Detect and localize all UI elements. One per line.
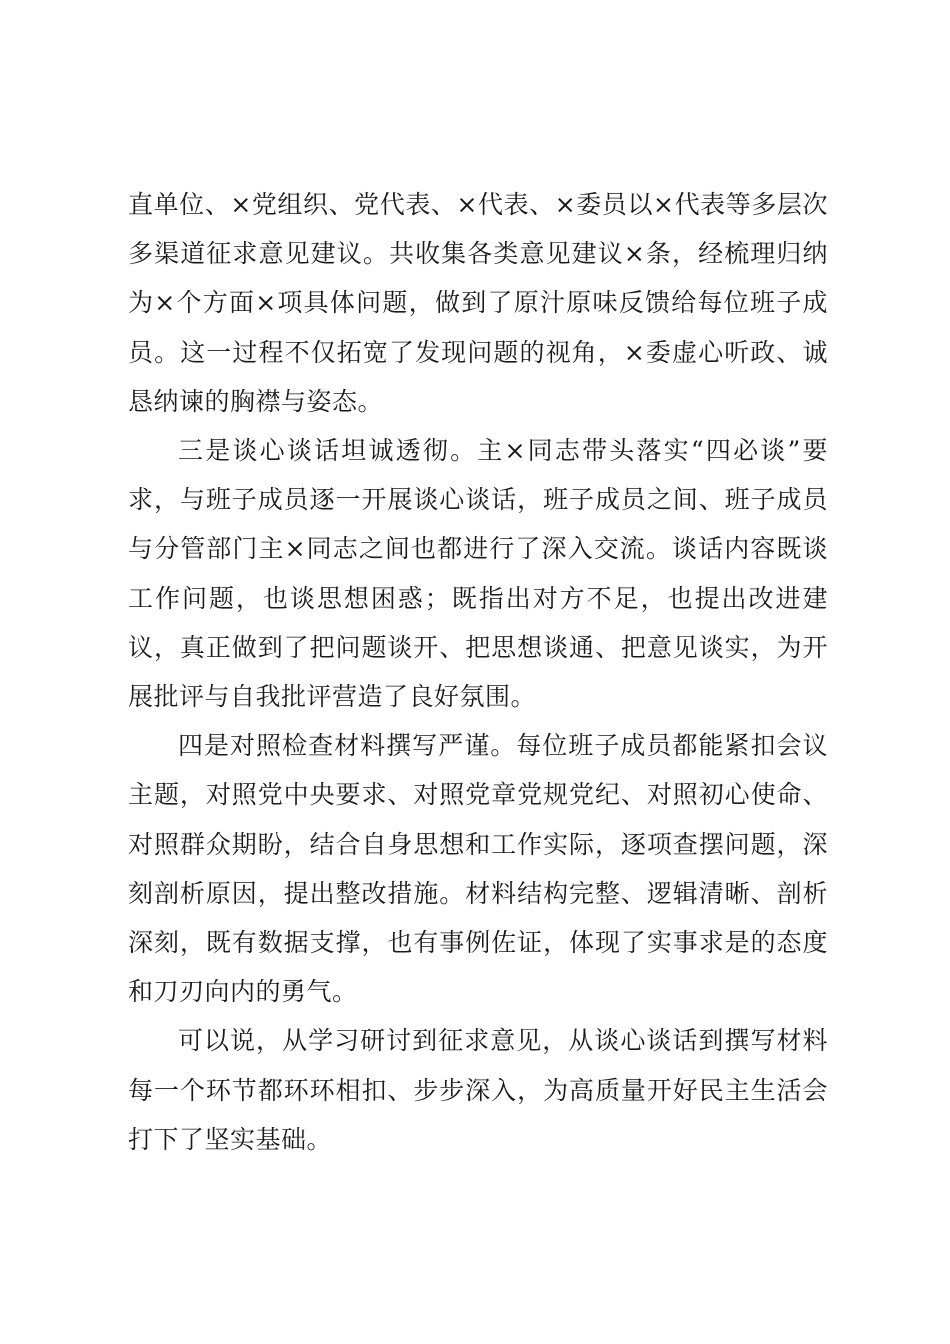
paragraph-continuation: 直单位、×党组织、党代表、×代表、×委员以×代表等多层次多渠道征求意见建议。共收集各类意见建议×条，经梳理归纳为×个方面×项具体问题，做到了原汁原味反馈给每位班子成员。这一过程不仅拓宽了发现问题的视角，×委虚心听政、诚恳纳谏的胸襟与姿态。 [128, 190, 828, 416]
document-body [128, 180, 828, 1164]
paragraph-inspection-materials: 四是对照检查材料撰写严谨。每位班子成员都能紧扣会议主题，对照党中央要求、对照党章党规党纪、对照初心使命、对照群众期盼，结合自身思想和工作实际，逐项查摆问题，深刻剖析原因，提出整改措施。材料结构完整、逻辑清晰、剖析深刻，既有数据支撑，也有事例佐证，体现了实事求是的态度和刀刃向内的勇气。 [128, 731, 828, 1007]
paragraph-summary: 可以说，从学习研讨到征求意见，从谈心谈话到撰写材料每一个环节都环环相扣、步步深入，为高质量开好民主生活会打下了坚实基础。 [128, 1026, 828, 1154]
paragraph-heart-to-heart-talks: 三是谈心谈话坦诚透彻。主×同志带头落实“四必谈”要求，与班子成员逐一开展谈心谈话，班子成员之间、班子成员与分管部门主×同志之间也都进行了深入交流。谈话内容既谈工作问题，也谈思想困惑；既指出对方不足，也提出改进建议，真正做到了把问题谈开、把思想谈通、把意见谈实，为开展批评与自我批评营造了良好氛围。 [128, 436, 828, 712]
